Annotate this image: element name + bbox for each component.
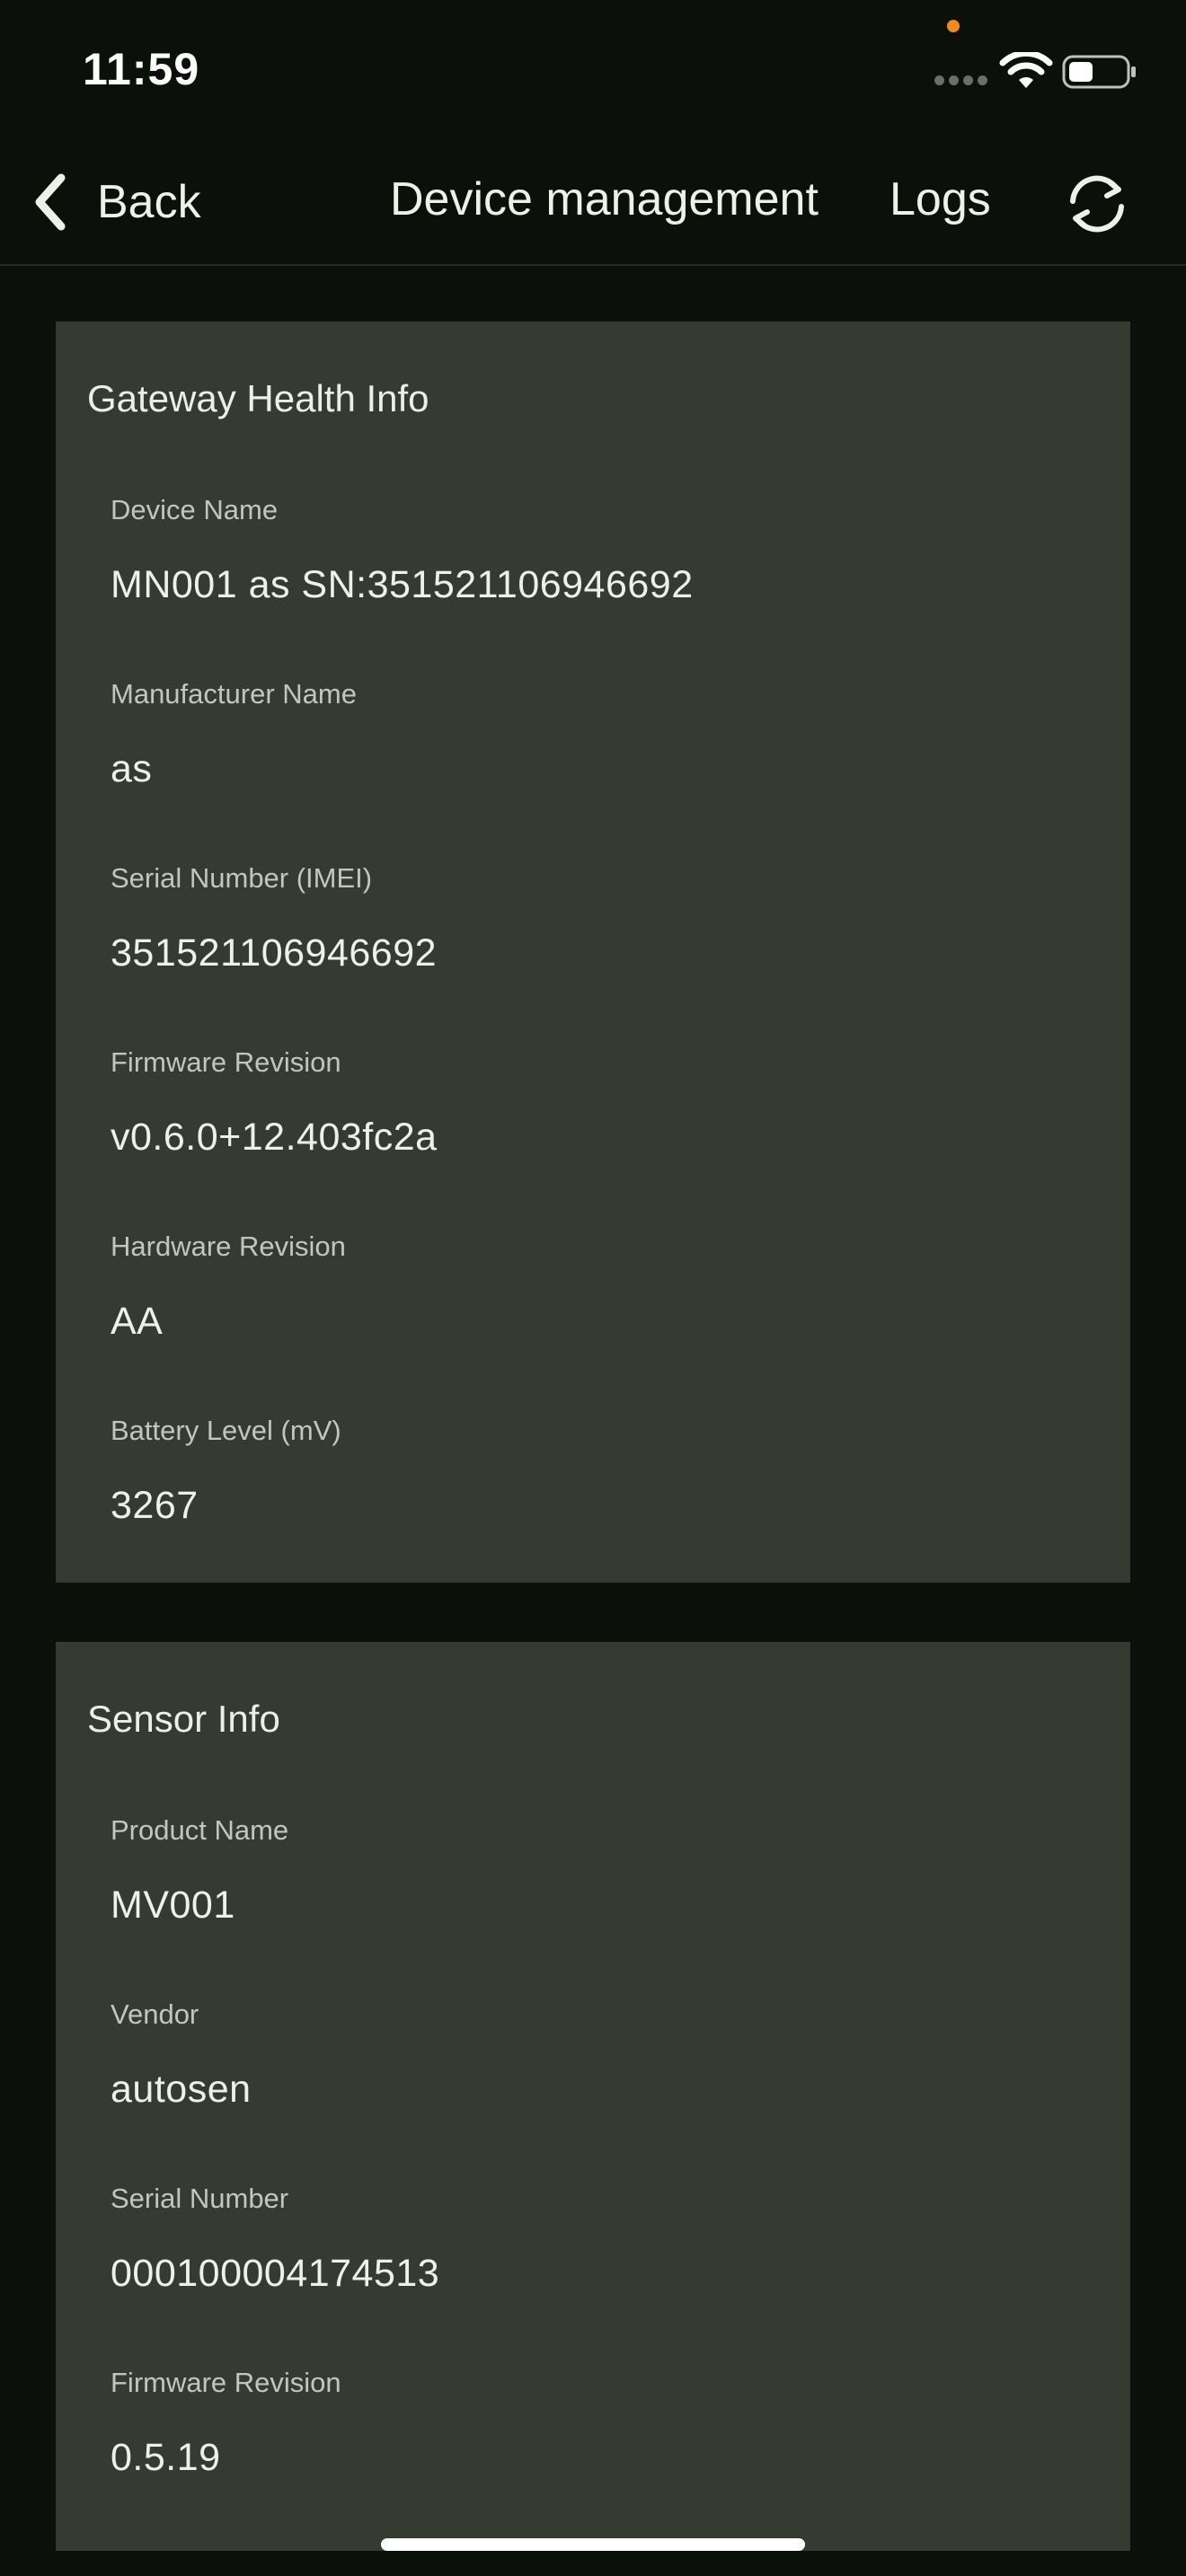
field-label: Serial Number xyxy=(111,2183,289,2214)
field-label: Device Name xyxy=(111,494,279,525)
field-value: MV001 xyxy=(111,1883,235,1927)
field-label: Battery Level (mV) xyxy=(111,1415,341,1446)
device-name-field xyxy=(111,492,694,607)
cellular-signal-icon xyxy=(934,75,990,88)
product-name-field xyxy=(111,1813,288,1928)
card-title: Sensor Info xyxy=(87,1698,280,1740)
gateway-health-card xyxy=(56,322,1130,1583)
refresh-icon[interactable] xyxy=(1060,167,1134,241)
back-button[interactable] xyxy=(31,171,201,234)
field-value: 3267 xyxy=(111,1484,199,1527)
field-value: as xyxy=(111,747,153,790)
manufacturer-name-field xyxy=(111,676,357,791)
page-title: Device management xyxy=(390,173,819,225)
chevron-left-icon xyxy=(31,172,70,232)
sensor-firmware-revision-field xyxy=(111,2365,341,2480)
sensor-info-card xyxy=(56,1642,1130,2551)
field-label: Hardware Revision xyxy=(111,1231,346,1262)
field-label: Product Name xyxy=(111,1814,289,1846)
back-label: Back xyxy=(97,176,201,228)
field-label: Firmware Revision xyxy=(111,1046,341,1078)
wifi-icon xyxy=(999,52,1053,90)
card-title: Gateway Health Info xyxy=(87,377,429,419)
field-label: Vendor xyxy=(111,1998,199,2030)
home-indicator[interactable] xyxy=(381,2538,805,2551)
serial-number-imei-field xyxy=(111,860,437,975)
field-label: Firmware Revision xyxy=(111,2367,341,2398)
hardware-revision-field xyxy=(111,1229,346,1344)
status-bar xyxy=(0,0,1186,135)
field-value: MN001 as SN:351521106946692 xyxy=(111,563,694,606)
navigation-bar xyxy=(0,135,1186,266)
status-time: 11:59 xyxy=(83,44,200,94)
field-label: Manufacturer Name xyxy=(111,678,357,710)
field-value: 0.5.19 xyxy=(111,2436,221,2479)
battery-level-field xyxy=(111,1413,341,1528)
field-value: v0.6.0+12.403fc2a xyxy=(111,1116,438,1159)
field-label: Serial Number (IMEI) xyxy=(111,862,373,894)
serial-number-field xyxy=(111,2181,439,2296)
privacy-indicator-dot xyxy=(947,20,960,32)
field-value: 351521106946692 xyxy=(111,931,438,975)
field-value: AA xyxy=(111,1300,164,1343)
field-value: 000100004174513 xyxy=(111,2252,440,2295)
field-value: autosen xyxy=(111,2068,252,2111)
logs-button[interactable]: Logs xyxy=(890,173,991,225)
battery-icon xyxy=(1062,54,1137,90)
firmware-revision-field xyxy=(111,1045,438,1160)
vendor-field xyxy=(111,1997,252,2112)
